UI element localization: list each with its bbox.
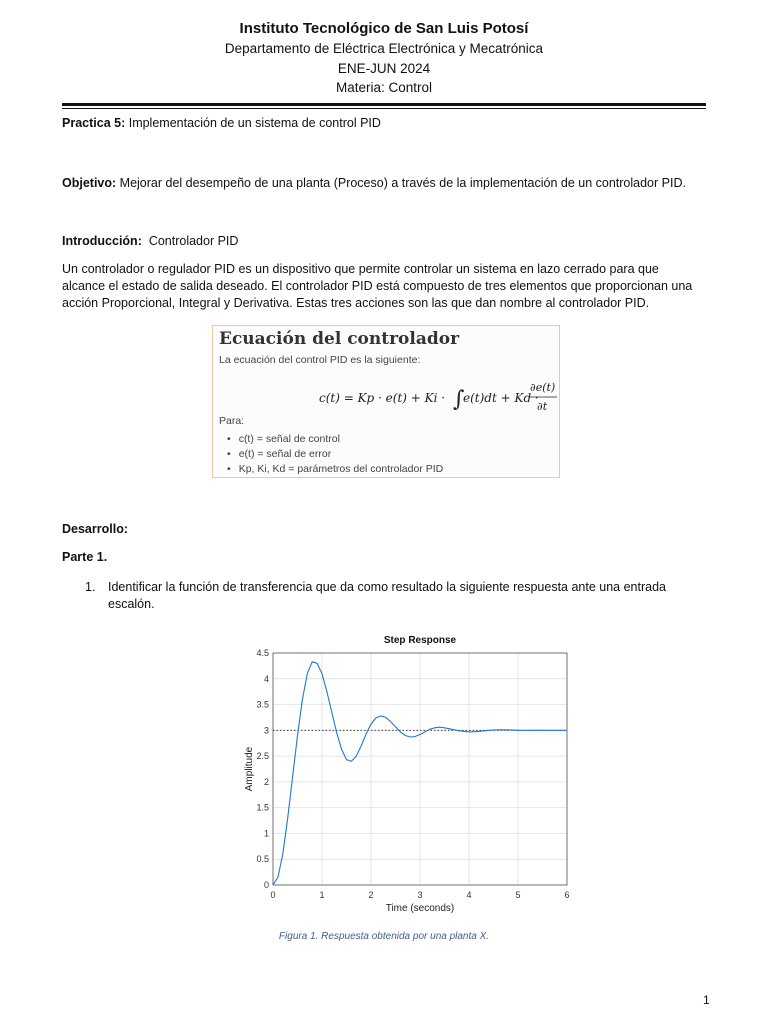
- formula-left: c(t) = Kp · e(t) + Ki ·: [319, 391, 446, 405]
- x-axis-label: Time (seconds): [385, 903, 455, 914]
- equation-para-label: Para:: [219, 415, 245, 427]
- x-tick-label: 0: [270, 890, 276, 900]
- item-line: Identificar la función de transferencia que da como resultado la siguiente respuesta ante una entrada: [108, 580, 667, 594]
- step-response-chart: [240, 630, 585, 920]
- formula-numerator: ∂e(t): [530, 381, 556, 394]
- item-text: [108, 579, 708, 613]
- part-label: Parte 1.: [62, 550, 108, 564]
- chart-svg: [240, 630, 585, 920]
- list-item: • c(t) = señal de control: [227, 432, 443, 447]
- objective-text: Mejorar del desempeño de una planta (Proceso) a través de la implementación de un controlador PID.: [119, 176, 686, 190]
- figure-caption: Figura 1. Respuesta obtenida por una planta X.: [278, 931, 490, 942]
- objective-line: [62, 175, 712, 192]
- controller-equation-figure: [212, 325, 560, 478]
- x-tick-label: 6: [564, 890, 570, 900]
- y-tick-label: 0: [263, 880, 269, 890]
- y-tick-label: 3.5: [256, 699, 269, 710]
- objective-label: Objetivo:: [62, 176, 117, 190]
- equation-title: Ecuación del controlador: [219, 329, 460, 349]
- practice-label: Practica 5:: [62, 116, 126, 130]
- paragraph-line: Un controlador o regulador PID es un dispositivo que permite controlar un sistema en lazo cerrado para que: [62, 262, 659, 276]
- y-tick-label: 4.5: [256, 648, 269, 658]
- subject: Materia: Control: [335, 80, 433, 95]
- item-line: escalón.: [108, 597, 155, 611]
- practice-text: Implementación de un sistema de control PID: [128, 116, 381, 130]
- development-heading: [62, 521, 712, 538]
- y-axis-label: Amplitude: [244, 746, 255, 792]
- x-tick-label: 1: [319, 890, 325, 900]
- introduction-paragraph: [62, 261, 712, 312]
- x-tick-label: 5: [515, 890, 521, 900]
- formula-integral: ∫: [453, 387, 465, 412]
- introduction-text: Controlador PID: [148, 234, 239, 248]
- y-tick-label: 1.5: [256, 802, 269, 813]
- part-heading: [62, 549, 712, 566]
- department-name: Departamento de Eléctrica Electrónica y Mecatrónica: [224, 41, 544, 56]
- list-item: • Kp, Ki, Kd = parámetros del controlador PID: [227, 462, 443, 477]
- equation-subtitle: La ecuación del control PID es la siguiente:: [219, 354, 421, 366]
- y-tick-label: 0.5: [256, 854, 269, 865]
- page-number: 1: [703, 993, 710, 1007]
- equation-definitions: [227, 432, 443, 477]
- y-tick-label: 3: [263, 725, 269, 736]
- paragraph-line: alcance el estado de salida deseado. El controlador PID está compuesto de tres elementos que proporcionan una: [62, 279, 693, 293]
- formula-denominator: ∂t: [537, 400, 548, 413]
- y-tick-label: 1: [263, 828, 269, 839]
- y-tick-label: 4: [263, 673, 269, 684]
- item-number: 1.: [85, 580, 96, 594]
- pid-formula: [213, 378, 561, 414]
- period: ENE-JUN 2024: [337, 61, 431, 76]
- x-tick-label: 3: [417, 890, 423, 900]
- introduction-label: Introducción:: [62, 234, 142, 248]
- list-item: • e(t) = señal de error: [227, 447, 443, 462]
- institution-title: Instituto Tecnológico de San Luis Potosí: [239, 20, 529, 37]
- development-label: Desarrollo:: [62, 522, 128, 536]
- y-tick-label: 2.5: [256, 751, 269, 762]
- formula-mid: e(t)dt + Kd ·: [463, 391, 539, 405]
- paragraph-line: acción Proporcional, Integral y Derivativa. Estas tres acciones son las que dan nombre al controlador PID.: [62, 296, 650, 310]
- introduction-line: [62, 233, 712, 250]
- x-tick-label: 2: [368, 890, 374, 900]
- practice-line: [62, 115, 712, 132]
- x-tick-label: 4: [466, 890, 472, 900]
- y-tick-label: 2: [263, 776, 269, 787]
- chart-title: Step Response: [383, 635, 457, 646]
- header-divider-thin: [62, 108, 706, 109]
- header-divider-thick: [62, 103, 706, 106]
